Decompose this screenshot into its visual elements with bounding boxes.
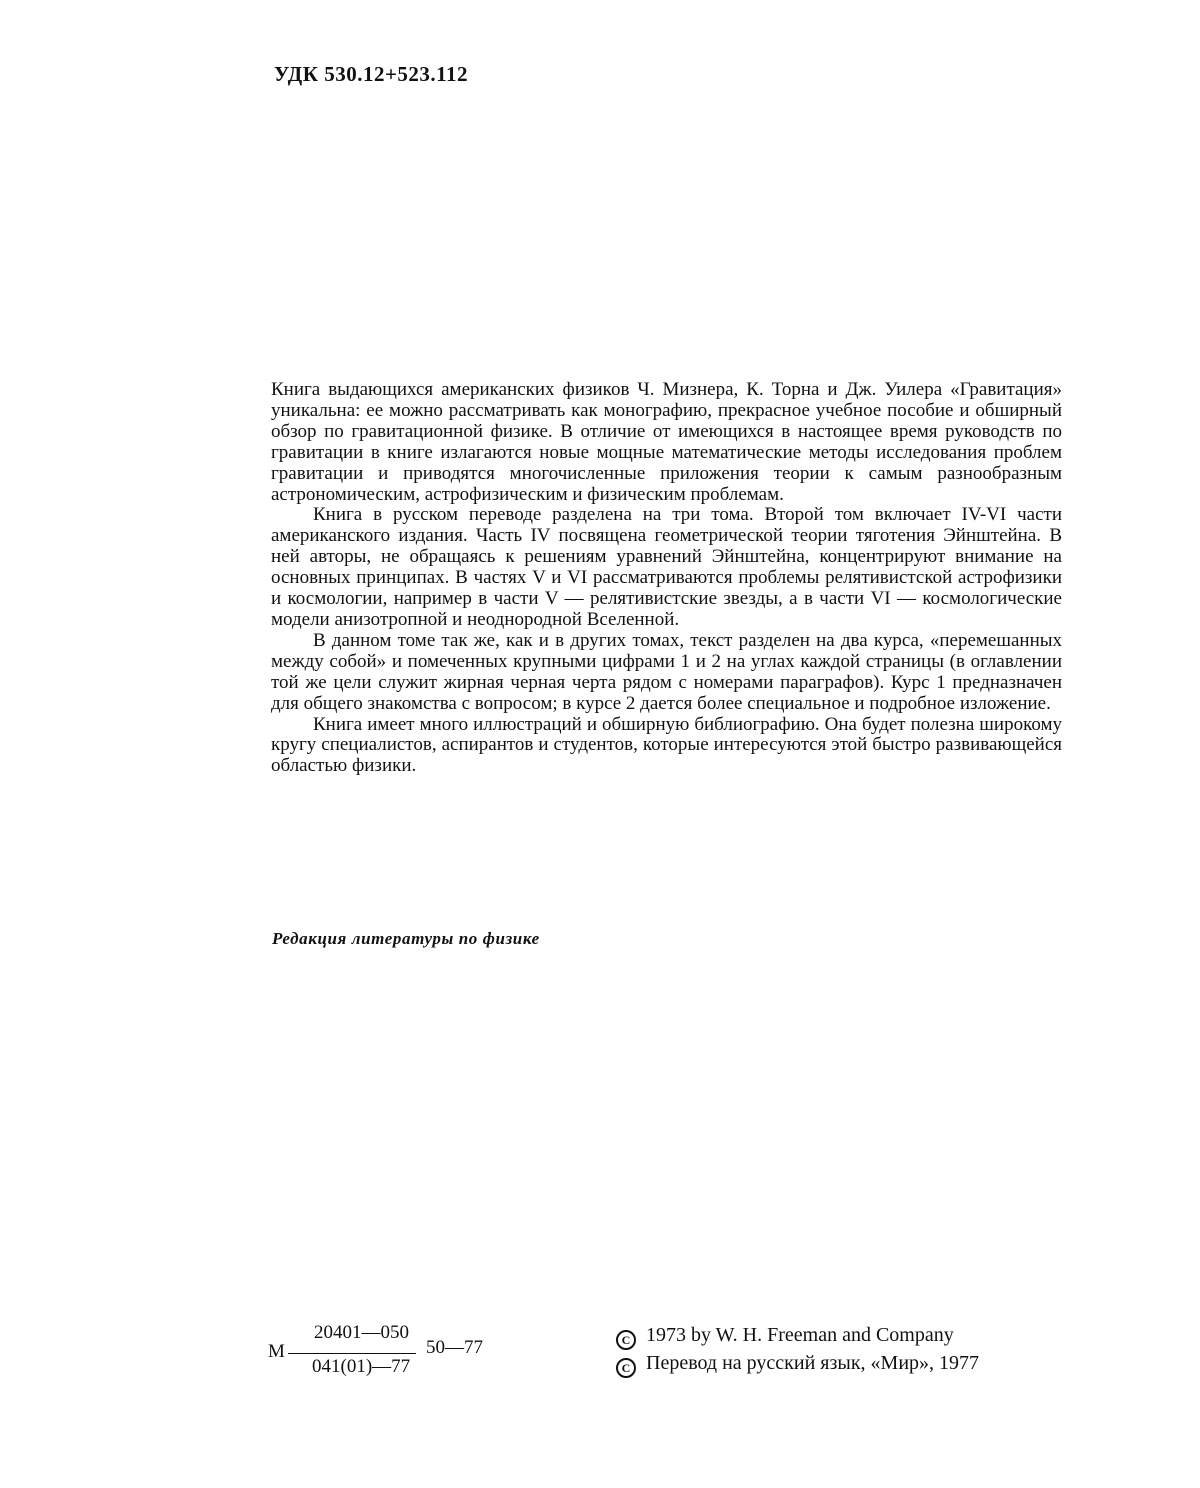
copyright-original <box>616 1322 979 1350</box>
copyright-icon: C <box>616 1330 636 1350</box>
catalog-numerator: 20401—050 <box>314 1322 409 1343</box>
catalog-suffix: 50—77 <box>426 1337 483 1358</box>
abstract-paragraph-2: Книга в русском переводе разделена на три тома. Второй том включает IV-VI части американского издания. Часть IV посвящена геометрической теории тяготения Эйнштейна. В ней авторы, не обращаясь к решениям уравнений Эйнштейна, концентрируют внимание на основных принципах. В частях V и VI рассматриваются проблемы релятивистской астрофизики и космологии, например в части V — релятивистские звезды, а в части VI — космологические модели анизотропной и неоднородной Вселенной. <box>271 504 1062 630</box>
udk-code: УДК 530.12+523.112 <box>274 62 469 86</box>
catalog-index <box>268 1322 508 1388</box>
catalog-fraction-line <box>288 1353 416 1354</box>
copyright-translation-text: Перевод на русский язык, «Мир», 1977 <box>646 1352 980 1374</box>
copyright-translation <box>616 1350 979 1378</box>
copyright-icon: C <box>616 1358 636 1378</box>
abstract <box>271 380 1062 777</box>
abstract-paragraph-4: Книга имеет много иллюстраций и обширную библиографию. Она будет полезна широкому кругу специалистов, аспирантов и студентов, которые интересуются этой быстро развивающейся областью физики. <box>271 713 1062 777</box>
abstract-paragraph-3: В данном томе так же, как и в других томах, текст разделен на два курса, «перемешанных между собой» и помеченных крупными цифрами 1 и 2 на углах каждой страницы (в оглавлении той же цели служит жирная черная черта рядом с номерами параграфов). Курс 1 предназначен для общего знакомства с вопросом; в курсе 2 дается более специальное и подробное изложение. <box>271 629 1062 714</box>
copyright-block <box>616 1322 979 1378</box>
abstract-paragraph-1: Книга выдающихся американских физиков Ч. Мизнера, К. Торна и Дж. Уилера «Гравитация» уникальна: ее можно рассматривать как монографию, прекрасное учебное пособие и обширный обзор по гравитационной физике. В отличие от имеющихся в настоящее время руководств по гравитации в книге излагаются новые мощные математические методы исследования проблем гравитации и приводятся многочисленные приложения теории к самым разнообразным астрономическим, астрофизическим и физическим проблемам. <box>271 379 1062 505</box>
copyright-original-text: 1973 by W. H. Freeman and Company <box>646 1324 954 1346</box>
editorial-office: Редакция литературы по физике <box>272 929 540 948</box>
catalog-prefix: М <box>268 1341 285 1362</box>
catalog-denominator: 041(01)—77 <box>312 1356 411 1377</box>
